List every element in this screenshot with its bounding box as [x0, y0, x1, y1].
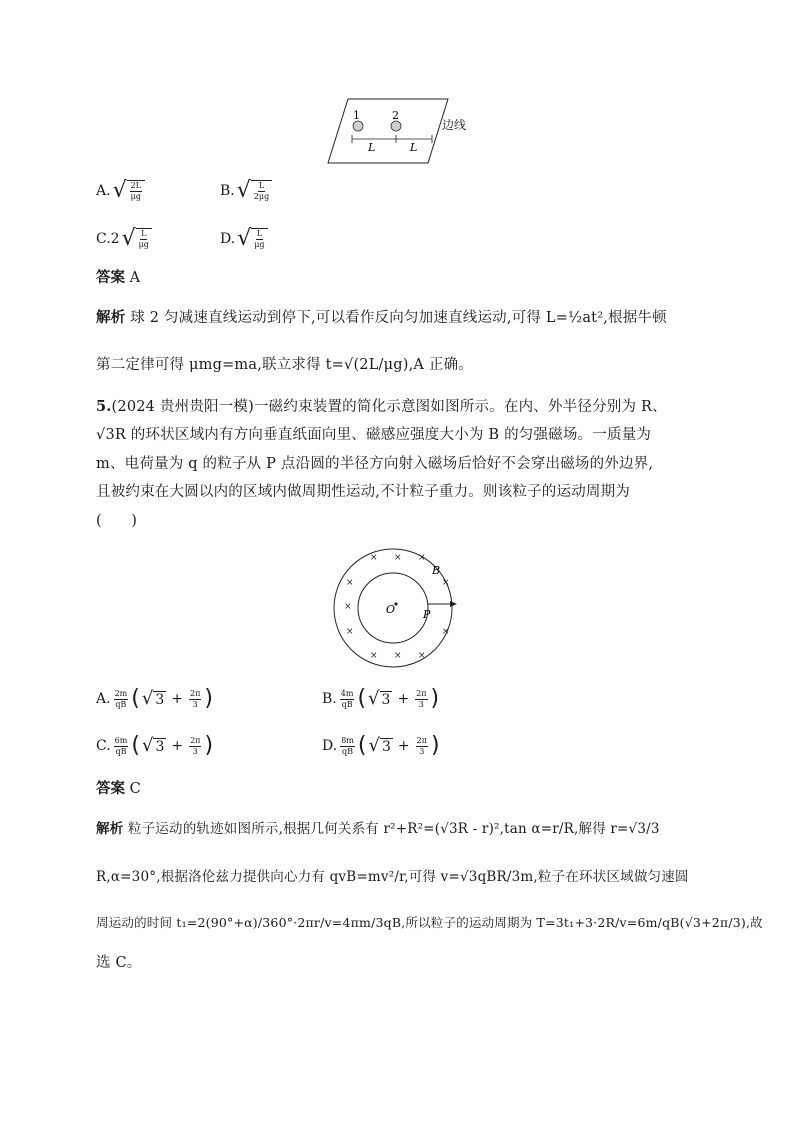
- figure-magnetic-ring: [330, 545, 460, 675]
- q5-analysis-line4: 选 C。: [96, 955, 142, 971]
- q4-analysis-line2: 第二定律可得 μmg=ma,联立求得 t=√(2L/μg),A 正确。: [96, 357, 473, 373]
- q4-option-c[interactable]: C.2 √ $\frac{L}{\mu g}$: [96, 228, 152, 250]
- distance-label-2: L: [410, 141, 418, 154]
- svg-text:×: ×: [442, 627, 450, 637]
- svg-text:×: ×: [344, 602, 352, 612]
- svg-text:×: ×: [418, 553, 426, 563]
- svg-text:×: ×: [370, 553, 378, 563]
- q5-stem-line2: √3R 的环状区域内有方向垂直纸面向里、磁感应强度大小为 B 的匀强磁场。一质量为: [96, 427, 652, 443]
- q5-option-a[interactable]: A. $\frac{2m}{qB}$ ( √ 3 + $\frac{2\pi}{3}$ ): [96, 686, 213, 711]
- center-label-o: O: [386, 603, 396, 616]
- svg-text:×: ×: [394, 651, 402, 661]
- svg-text:×: ×: [346, 578, 354, 588]
- track-parallelogram: [328, 99, 448, 163]
- q5-option-d[interactable]: D. $\frac{8m}{qB}$ ( √ 3 + $\frac{2\pi}{3}$ ): [322, 733, 440, 758]
- edge-label: 边线: [442, 118, 467, 132]
- q5-analysis-line2: R,α=30°,根据洛伦兹力提供向心力有 qvB=mv²/r,可得 v=√3qBR/3m,粒子在环状区域做匀速圆: [96, 869, 689, 885]
- ball-1-label: 1: [353, 109, 360, 122]
- q5-stem-line1: 5.(2024 贵州贵阳一模)一磁约束装置的简化示意图如图所示。在内、外半径分别为 R、: [96, 398, 667, 415]
- point-label-p: P: [423, 608, 431, 621]
- ball-2-label: 2: [392, 109, 399, 122]
- q5-stem-line3: m、电荷量为 q 的粒子从 P 点沿圆的半径方向射入磁场后恰好不会穿出磁场的外边界,: [96, 456, 654, 472]
- svg-text:×: ×: [394, 553, 402, 563]
- q5-option-c[interactable]: C. $\frac{6m}{qB}$ ( √ 3 + $\frac{2\pi}{3}$ ): [96, 733, 214, 758]
- q4-option-d[interactable]: D. √ $\frac{L}{\mu g}$: [220, 228, 268, 250]
- svg-text:×: ×: [418, 651, 426, 661]
- q4-option-a[interactable]: A. √ $\frac{2L}{\mu g}$: [96, 180, 145, 202]
- svg-text:×: ×: [442, 578, 450, 588]
- distance-label-1: L: [368, 141, 376, 154]
- ball-2: [391, 121, 401, 131]
- ball-1: [353, 121, 363, 131]
- q5-stem-line4: 且被约束在大圆以内的区域内做周期性运动,不计粒子重力。则该粒子的运动周期为: [96, 484, 631, 500]
- svg-text:×: ×: [346, 627, 354, 637]
- q5-analysis-line1: 解析 粒子运动的轨迹如图所示,根据几何关系有 r²+R²=(√3R - r)²,tan α=r/R,解得 r=√3/3: [96, 821, 660, 837]
- q5-answer: 答案 C: [96, 780, 141, 797]
- q5-analysis-line3: 周运动的时间 t₁=2(90°+α)/360°·2πr/v=4πm/3qB,所以粒子的运动周期为 T=3t₁+3·2R/v=6m/qB(√3+2π/3),故: [96, 915, 763, 930]
- q4-analysis-line1: 解析 球 2 匀减速直线运动到停下,可以看作反向匀加速直线运动,可得 L=½at²,根据牛顿: [96, 309, 667, 326]
- svg-text:×: ×: [370, 651, 378, 661]
- q4-answer: 答案 A: [96, 269, 141, 286]
- q4-option-b[interactable]: B. √ $\frac{L}{2\mu g}$: [220, 180, 272, 202]
- field-label-b: B: [432, 564, 441, 577]
- q5-option-b[interactable]: B. $\frac{4m}{qB}$ ( √ 3 + $\frac{2\pi}{3}$ ): [322, 686, 440, 711]
- q5-answer-blank: ( ): [96, 513, 138, 529]
